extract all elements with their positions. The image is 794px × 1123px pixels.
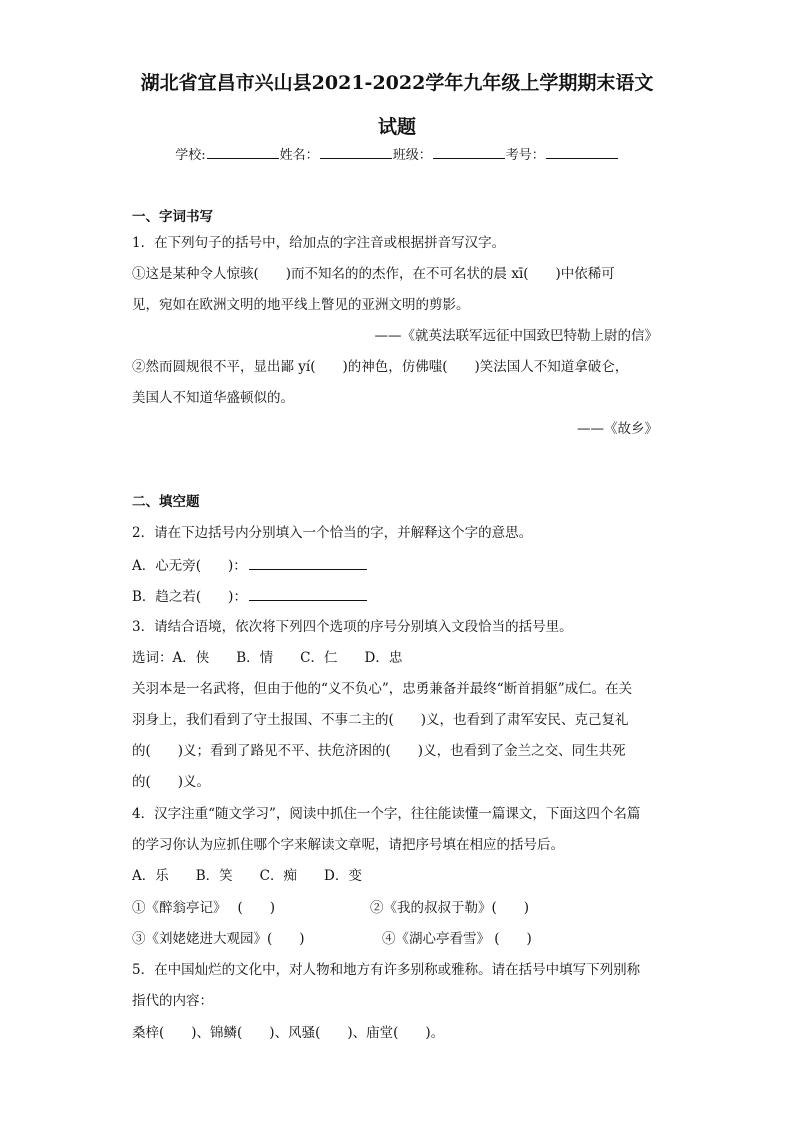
q3-options: 选词：A．侠 B．情 C．仁 D．忠	[132, 650, 403, 666]
q1-item1-source: ——《就英法联军远征中国致巴特勒上尉的信》	[374, 328, 658, 344]
class-blank	[433, 146, 505, 159]
q2-option-b-answer-line	[249, 586, 367, 601]
q4-item4: ④《湖心亭看雪》 ( )	[382, 931, 532, 947]
q3-passage-line3: 的( )义；看到了路见不平、扶危济困的( )义，也看到了金兰之交、同生共死	[132, 743, 626, 759]
q5-stem-line1: 5．在中国灿烂的文化中，对人物和地方有许多别称或雅称。请在括号中填写下列别称	[132, 962, 641, 978]
q3-passage-line2: 羽身上，我们看到了守土报国、不事二主的( )义，也看到了肃军安民、克己复礼	[132, 712, 629, 728]
section1-heading: 一、字词书写	[132, 209, 213, 225]
q4-item1: ①《醉翁亭记》 ( )	[132, 900, 276, 916]
number-blank	[546, 146, 618, 159]
document-title-line1: 湖北省宜昌市兴山县2021-2022学年九年级上学期期末语文	[140, 72, 654, 94]
q1-item1-line1: ①这是某种令人惊骇( )而不知名的的杰作，在不可名状的晨 xī( )中依稀可	[132, 266, 615, 282]
q1-item2-line1: ②然而圆规很不平，显出鄙 yí( )的神色，仿佛嗤( )笑法国人不知道拿破仑，	[132, 359, 629, 375]
q1-item1-line2: 见，宛如在欧洲文明的地平线上瞥见的亚洲文明的剪影。	[132, 297, 470, 313]
document-title-line2: 试题	[377, 116, 416, 138]
section2-heading: 二、填空题	[132, 494, 200, 510]
q2-option-a	[132, 555, 367, 576]
q3-stem: 3．请结合语境，依次将下列四个选项的序号分别填入文段恰当的括号里。	[132, 619, 573, 635]
q1-item2-source: ——《故乡》	[577, 421, 658, 437]
name-blank	[320, 146, 392, 159]
name-label: 姓名：	[279, 148, 319, 163]
q4-stem-line2: 的学习你认为应抓住哪个字来解读文章呢，请把序号填在相应的括号后。	[132, 837, 564, 853]
q1-stem: 1．在下列句子的括号中，给加点的字注音或根据拼音写汉字。	[132, 235, 506, 251]
school-label: 学校:	[175, 148, 206, 163]
q4-item2: ②《我的叔叔于勒》( )	[370, 900, 530, 916]
q2-stem: 2．请在下边括号内分别填入一个恰当的字，并解释这个字的意思。	[132, 525, 533, 541]
q4-item3: ③《刘姥姥进大观园》( )	[132, 931, 305, 947]
school-blank	[207, 146, 279, 159]
q3-passage-line1: 关羽本是一名武将，但由于他的“义不负心”，忠勇兼备并最终“断首捐躯”成仁。在关	[132, 681, 633, 697]
q2-option-a-answer-line	[249, 555, 367, 570]
number-label: 考号：	[505, 148, 545, 163]
q2-option-b	[132, 586, 367, 607]
student-info-row	[0, 144, 794, 163]
q1-item2-line2: 美国人不知道华盛顿似的。	[132, 390, 294, 406]
q5-stem-line2: 指代的内容：	[132, 993, 213, 1009]
q5-items: 桑梓( )、锦鳞( )、风骚( )、庙堂( )。	[132, 1025, 445, 1041]
q3-passage-line4: 的( )义。	[132, 774, 211, 790]
q2-option-b-text: B．趋之若( )：	[132, 589, 247, 605]
q2-option-a-text: A．心无旁( )：	[132, 558, 247, 574]
q4-options: A．乐 B．笑 C．痴 D．变	[132, 868, 362, 884]
class-label: 班级：	[392, 148, 432, 163]
q4-stem-line1: 4．汉字注重“随文学习”，阅读中抓住一个字，往往能读懂一篇课文，下面这四个名篇	[132, 806, 641, 822]
